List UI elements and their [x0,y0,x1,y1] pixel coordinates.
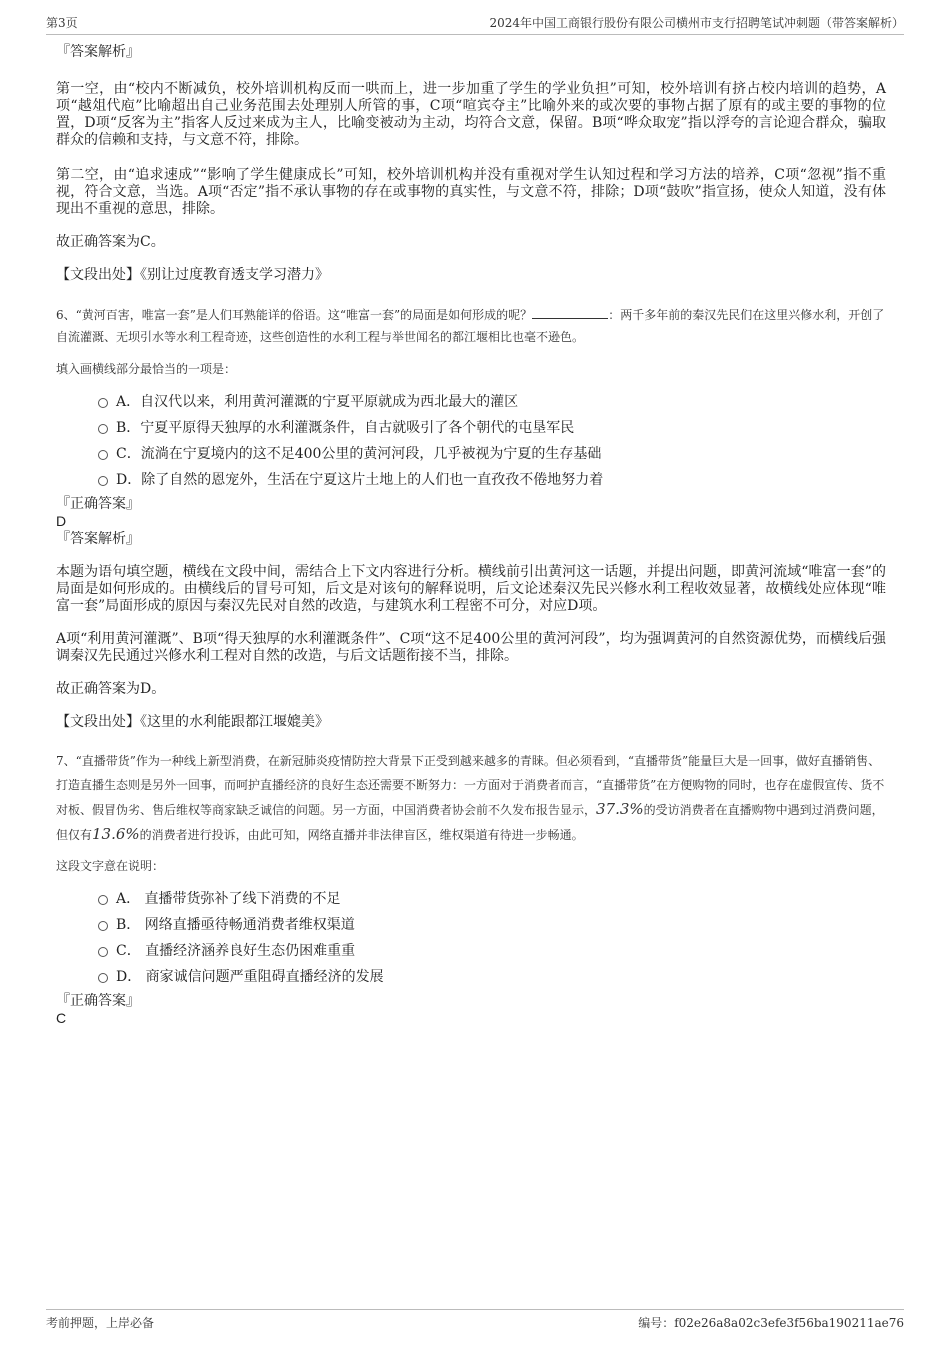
radio-icon[interactable] [98,424,108,434]
q7-option-d[interactable]: D． 商家诚信问题严重阻碍直播经济的发展 [56,963,886,989]
q7-option-c[interactable]: C． 直播经济涵养良好生态仍困难重重 [56,937,886,963]
q6-option-c[interactable]: C．流淌在宁夏境内的这不足400公里的黄河河段，几乎被视为宁夏的生存基础 [56,440,886,466]
footer-slogan: 考前押题，上岸必备 [46,1316,155,1330]
q7-option-b[interactable]: B． 网络直播亟待畅通消费者维权渠道 [56,911,886,937]
q7-stem [56,749,886,847]
page-number: 第3页 [46,16,78,30]
q7-stem-text-c: 的消费者进行投诉，由此可知，网络直播并非法律盲区，维权渠道有待进一步畅通。 [139,828,584,842]
q7-stem-text-b: 的受访消费者在直播购物中遇到过消费问题，但仅有 [56,803,884,842]
page-header [46,14,904,35]
q6-analysis-label: 『答案解析』 [56,531,140,547]
q7-option-a[interactable]: A． 直播带货弥补了线下消费的不足 [56,885,886,911]
q6-option-b[interactable]: B．宁夏平原得天独厚的水利灌溉条件，自古就吸引了各个朝代的屯垦军民 [56,414,886,440]
q7-answer: C [56,1010,67,1026]
q6-conclusion: 故正确答案为D。 [56,681,166,697]
q7-percent-1: 37.3% [596,800,644,818]
q7-options [56,885,886,989]
q6-answer: D [56,513,67,529]
q7-answer-label: 『正确答案』 [56,993,140,1009]
radio-icon[interactable] [98,947,108,957]
radio-icon[interactable] [98,398,108,408]
radio-icon[interactable] [98,895,108,905]
radio-icon[interactable] [98,450,108,460]
q5-source: 【文段出处】《别让过度教育透支学习潜力》 [56,267,329,283]
document-id: 编号：f02e26a8a02c3efe3f56ba190211ae76 [638,1316,904,1330]
q6-option-a[interactable]: A．自汉代以来，利用黄河灌溉的宁夏平原就成为西北最大的灌区 [56,388,886,414]
q5-analysis-paragraph-1: 第一空，由“校内不断减负，校外培训机构反而一哄而上，进一步加重了学生的学业负担”可知，校外培训有挤占校内培训的趋势，A项“越俎代庖”比喻超出自己业务范围去处理别人所管的事，C项“喧宾夺主”比喻外来的或次要的事物占据了原有的或主要的事物的位置，D项“反客为主”指客人反过来成为主人，比喻变被动为主动，均符合文意，保留。B项“哗众取宠”指以浮夸的言论迎合群众，骗取群众的信赖和支持，与文意不符，排除。 [56,81,886,148]
q6-analysis-paragraph-1: 本题为语句填空题，横线在文段中间，需结合上下文内容进行分析。横线前引出黄河这一话题，并提出问题，即黄河流域“唯富一套”的局面是如何形成的。由横线后的冒号可知，后文是对该句的解释说明，后文论述秦汉先民兴修水利工程收效显著，故横线处应体现“唯富一套”局面形成的原因与秦汉先民对自然的改造，与建筑水利工程密不可分，对应D项。 [56,564,886,614]
q5-analysis-paragraph-2: 第二空，由“追求速成”“影响了学生健康成长”可知，校外培训机构并没有重视对学生认知过程和学习方法的培养，C项“忽视”指不重视，符合文意，当选。A项“否定”指不承认事物的存在或事物的真实性，与文意不符，排除；D项“鼓吹”指宣扬，使众人知道，没有体现出不重视的意思，排除。 [56,167,886,217]
page-footer [46,1309,904,1331]
q6-prompt: 填入画横线部分最恰当的一项是： [56,362,237,376]
radio-icon[interactable] [98,921,108,931]
q5-conclusion: 故正确答案为C。 [56,234,165,250]
document-title: 2024年中国工商银行股份有限公司横州市支行招聘笔试冲刺题（带答案解析） [489,16,904,30]
q6-answer-label: 『正确答案』 [56,496,140,512]
q7-prompt: 这段文字意在说明： [56,859,165,873]
q6-option-d[interactable]: D．除了自然的恩宠外，生活在宁夏这片土地上的人们也一直孜孜不倦地努力着 [56,466,886,492]
q6-stem-text-after: ：两千多年前的秦汉先民们在这里兴修水利，开创了自流灌溉、无坝引水等水利工程奇迹，这些创造性的水利工程与举世闻名的都江堰相比也毫不逊色。 [56,308,885,344]
radio-icon[interactable] [98,476,108,486]
q5-analysis-label: 『答案解析』 [56,44,140,60]
q6-blank-line [532,306,608,319]
radio-icon[interactable] [98,973,108,983]
q7-percent-2: 13.6% [92,825,140,843]
q6-source: 【文段出处】《这里的水利能跟都江堰媲美》 [56,714,329,730]
q6-stem [56,304,886,348]
q6-analysis-paragraph-2: A项“利用黄河灌溉”、B项“得天独厚的水利灌溉条件”、C项“这不足400公里的黄河河段”，均为强调黄河的自然资源优势，而横线后强调秦汉先民通过兴修水利工程对自然的改造，与后文话题衔接不当，排除。 [56,631,886,664]
q7-stem-text-a: 7、“直播带货”作为一种线上新型消费，在新冠肺炎疫情防控大背景下正受到越来越多的青睐。但必须看到，“直播带货”能量巨大是一回事，做好直播销售、打造直播生态则是另外一回事，而呵护直播经济的良好生态还需要不断努力：一方面对于消费者而言，“直播带货”在方便购物的同时，也存在虚假宣传、货不对板、假冒伪劣、售后维权等商家缺乏诚信的问题。另一方面，中国消费者协会前不久发布报告显示， [56,754,885,817]
document-body [56,44,886,1026]
q6-options [56,388,886,492]
q6-stem-text-before: 6、“黄河百害，唯富一套”是人们耳熟能详的俗语。这“唯富一套”的局面是如何形成的呢？ [56,308,533,322]
